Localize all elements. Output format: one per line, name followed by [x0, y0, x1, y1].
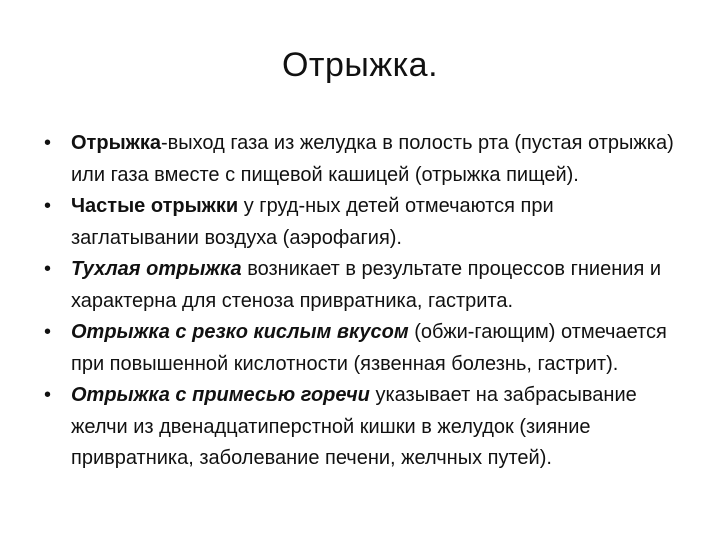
bullet-text: у груд-ных детей отмечаются при заглатывании воздуха (аэрофагия).: [71, 195, 554, 249]
bullet-lead: Частые отрыжки: [71, 195, 239, 217]
bullet-item: [44, 317, 684, 380]
bullet-text: (обжи-гающим) отмечается при повышенной кислотности (язвенная болезнь, гастрит).: [71, 321, 667, 375]
bullet-dot-icon: •: [44, 258, 52, 280]
bullet-dot-icon: •: [44, 195, 52, 217]
slide-title: Отрыжка.: [281, 46, 439, 84]
bullet-dot-icon: •: [44, 384, 52, 406]
bullet-item: [44, 380, 684, 475]
bullet-dot-icon: •: [44, 132, 52, 154]
bullet-lead: Тухлая отрыжка: [71, 258, 242, 280]
bullet-text: указывает на забрасывание желчи из двенадцатиперстной кишки в желудок (зияние привратника, заболевание печени, желчных путей).: [71, 384, 637, 469]
bullet-item: [44, 128, 684, 191]
bullet-text: возникает в результате процессов гниения и характерна для стеноза привратника, гастрита.: [71, 258, 661, 312]
bullet-list: [44, 128, 684, 475]
bullet-lead: Отрыжка с примесью горечи: [71, 384, 370, 406]
bullet-dot-icon: •: [44, 321, 52, 343]
bullet-lead: Отрыжка с резко кислым вкусом: [71, 321, 409, 343]
bullet-item: [44, 191, 684, 254]
bullet-lead: Отрыжка: [71, 132, 161, 154]
bullet-text: -выход газа из желудка в полость рта (пустая отрыжка) или газа вместе с пищевой кашицей (отрыжка пищей).: [71, 132, 674, 186]
bullet-item: [44, 254, 684, 317]
